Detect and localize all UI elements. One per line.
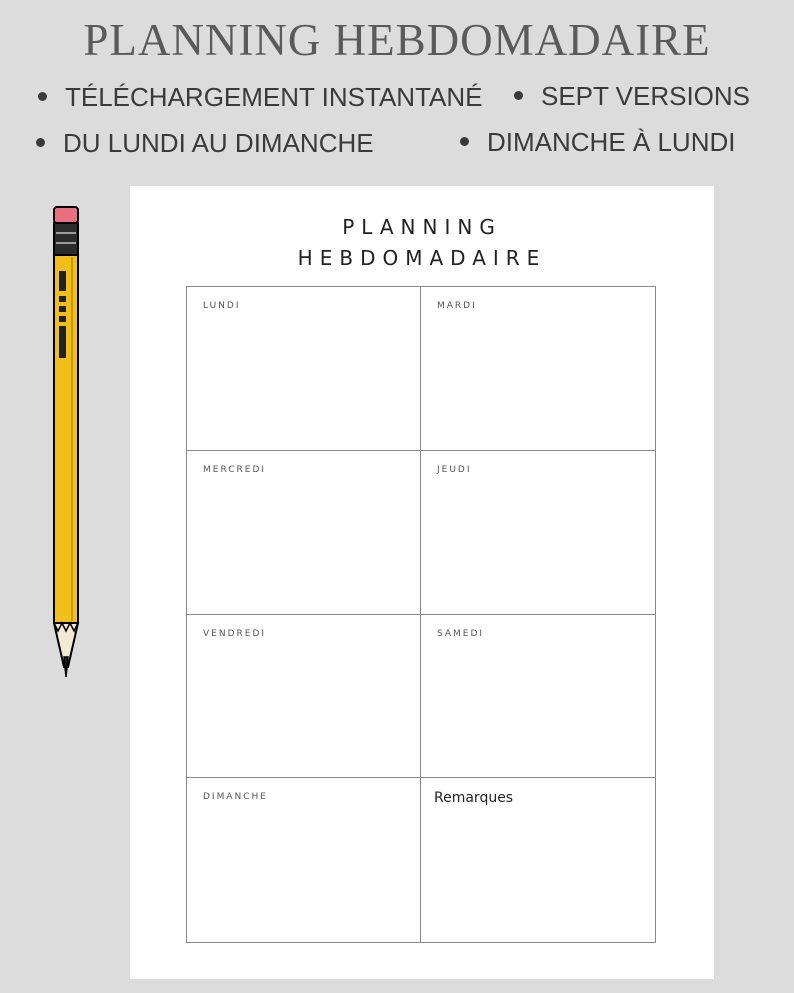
weekly-grid xyxy=(186,286,656,943)
sheet-title-line-2: HEBDOMADAIRE xyxy=(297,246,547,270)
day-label: LUNDI xyxy=(203,301,241,311)
day-cell-saturday xyxy=(421,615,655,779)
notes-cell xyxy=(421,778,655,942)
notes-label: Remarques xyxy=(434,790,514,807)
day-cell-friday xyxy=(187,615,421,779)
sheet-title-line-1: PLANNING xyxy=(342,215,502,239)
day-label: SAMEDI xyxy=(437,628,485,639)
day-label: MERCREDI xyxy=(203,464,267,475)
feature-label: TÉLÉCHARGEMENT INSTANTANÉ xyxy=(65,82,483,112)
day-cell-monday xyxy=(187,287,421,451)
day-label: MARDI xyxy=(437,301,477,311)
hero-title: PLANNING HEBDOMADAIRE xyxy=(83,15,711,65)
day-cell-sunday xyxy=(187,778,421,942)
feature-instant-download xyxy=(38,84,483,110)
day-label: JEUDI xyxy=(437,464,472,475)
planner-sheet xyxy=(130,186,714,979)
day-label: VENDREDI xyxy=(203,628,267,639)
bullet-icon xyxy=(460,137,469,146)
bullet-icon xyxy=(36,138,45,147)
pencil-icon xyxy=(50,205,82,680)
feature-label: DU LUNDI AU DIMANCHE xyxy=(63,128,374,158)
day-cell-thursday xyxy=(421,451,655,615)
feature-sunday-to-monday xyxy=(460,129,735,155)
feature-seven-versions xyxy=(514,83,750,109)
bullet-icon xyxy=(514,91,523,100)
feature-label: DIMANCHE À LUNDI xyxy=(487,127,736,157)
feature-monday-to-sunday xyxy=(36,130,374,156)
feature-label: SEPT VERSIONS xyxy=(541,81,751,111)
day-cell-tuesday xyxy=(421,287,655,451)
bullet-icon xyxy=(38,92,47,101)
day-label: DIMANCHE xyxy=(203,792,268,803)
day-cell-wednesday xyxy=(187,451,421,615)
